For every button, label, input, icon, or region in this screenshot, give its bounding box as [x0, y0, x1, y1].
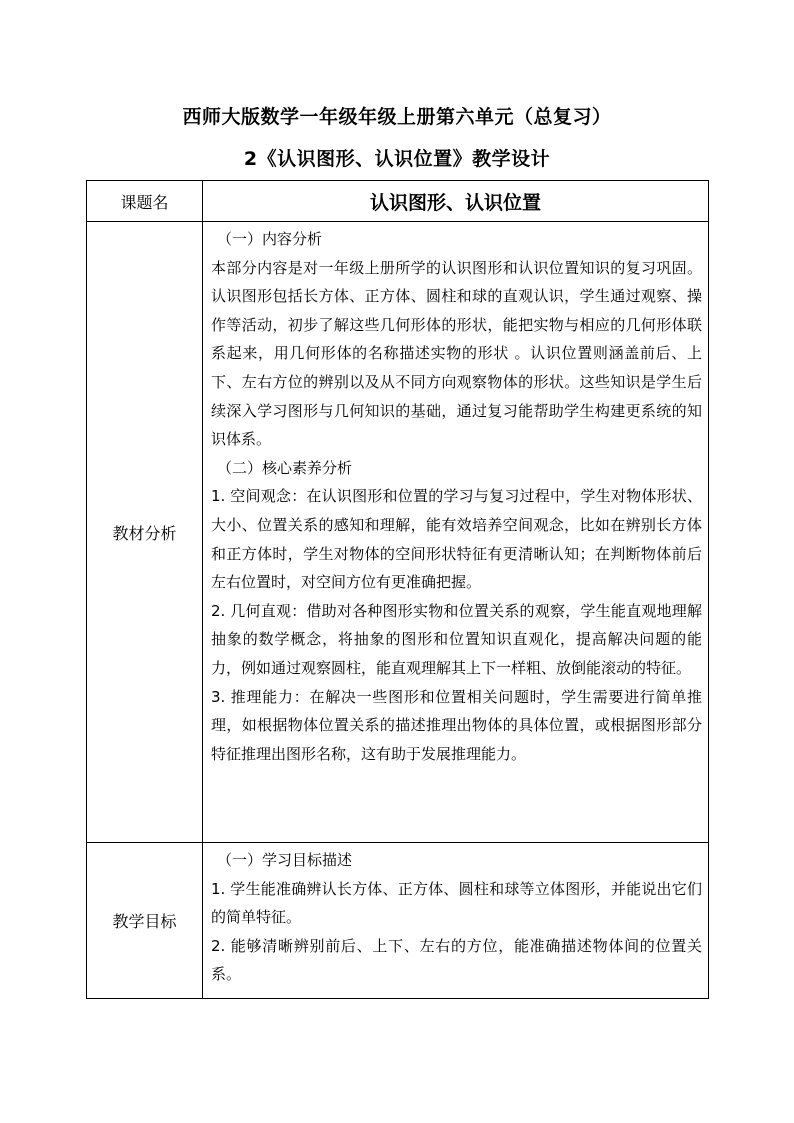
material-analysis-label: 教材分析	[87, 222, 203, 843]
objective-item: 1. 学生能准确辨认长方体、正方体、圆柱和球等立体图形，并能说出它们的简单特征。	[211, 879, 702, 927]
topic-row	[87, 181, 709, 222]
material-analysis-row	[87, 222, 709, 843]
core-literacy-heading: （二）核心素养分析	[217, 458, 353, 477]
geometric-intuition-paragraph: 2. 几何直观：借助对各种图形实物和位置关系的观察，学生能直观地理解抽象的数学概念，将抽象的图形和位置知识直观化，提高解决问题的能力，例如通过观察圆柱，能直观理解其上下一样粗、放倒能滚动的特征。	[211, 601, 702, 677]
teaching-objectives-content	[203, 843, 709, 999]
document-title: 西师大版数学一年级年级上册第六单元（总复习）	[182, 106, 612, 128]
spatial-concept-paragraph: 1. 空间观念：在认识图形和位置的学习与复习过程中，学生对物体形状、大小、位置关系的感知和理解，能有效培养空间观念，比如在辨别长方体和正方体时，学生对物体的空间形状特征有更清晰认知；在判断物体前后左右位置时，对空间方位有更准确把握。	[211, 487, 702, 592]
topic-value-cell: 认识图形、认识位置	[203, 181, 709, 222]
learning-objectives-heading: （一）学习目标描述	[217, 851, 353, 869]
teaching-objectives-row	[87, 843, 709, 999]
reasoning-ability-paragraph: 3. 推理能力：在解决一些图形和位置相关问题时，学生需要进行简单推理，如根据物体位置关系的描述推理出物体的具体位置，或根据图形部分特征推理出图形名称，这有助于发展推理能力。	[211, 687, 702, 763]
content-analysis-heading: （一）内容分析	[217, 230, 323, 248]
topic-label-cell: 课题名	[87, 181, 203, 222]
lesson-plan-table	[86, 180, 709, 999]
teaching-objectives-label: 教学目标	[87, 843, 203, 999]
objective-item: 2. 能够清晰辨别前后、上下、左右的方位，能准确描述物体间的位置关系。	[211, 936, 702, 984]
material-analysis-content	[203, 222, 709, 843]
document-subtitle: 2《认识图形、认识位置》教学设计	[243, 148, 551, 170]
content-analysis-paragraph: 本部分内容是对一年级上册所学的认识图形和认识位置知识的复习巩固。认识图形包括长方体、正方体、圆柱和球的直观认识，学生通过观察、操作等活动，初步了解这些几何形体的形状，能把实物与相应的几何形体联系起来，用几何形体的名称描述实物的形状 。认识位置则涵盖前后、上下、左右方位的辨别以及从不同方向观察物体的形状。这些知识是学生后续深入学习图形与几何知识的基础，通过复习能帮助学生构建更系统的知识体系。	[211, 258, 702, 449]
